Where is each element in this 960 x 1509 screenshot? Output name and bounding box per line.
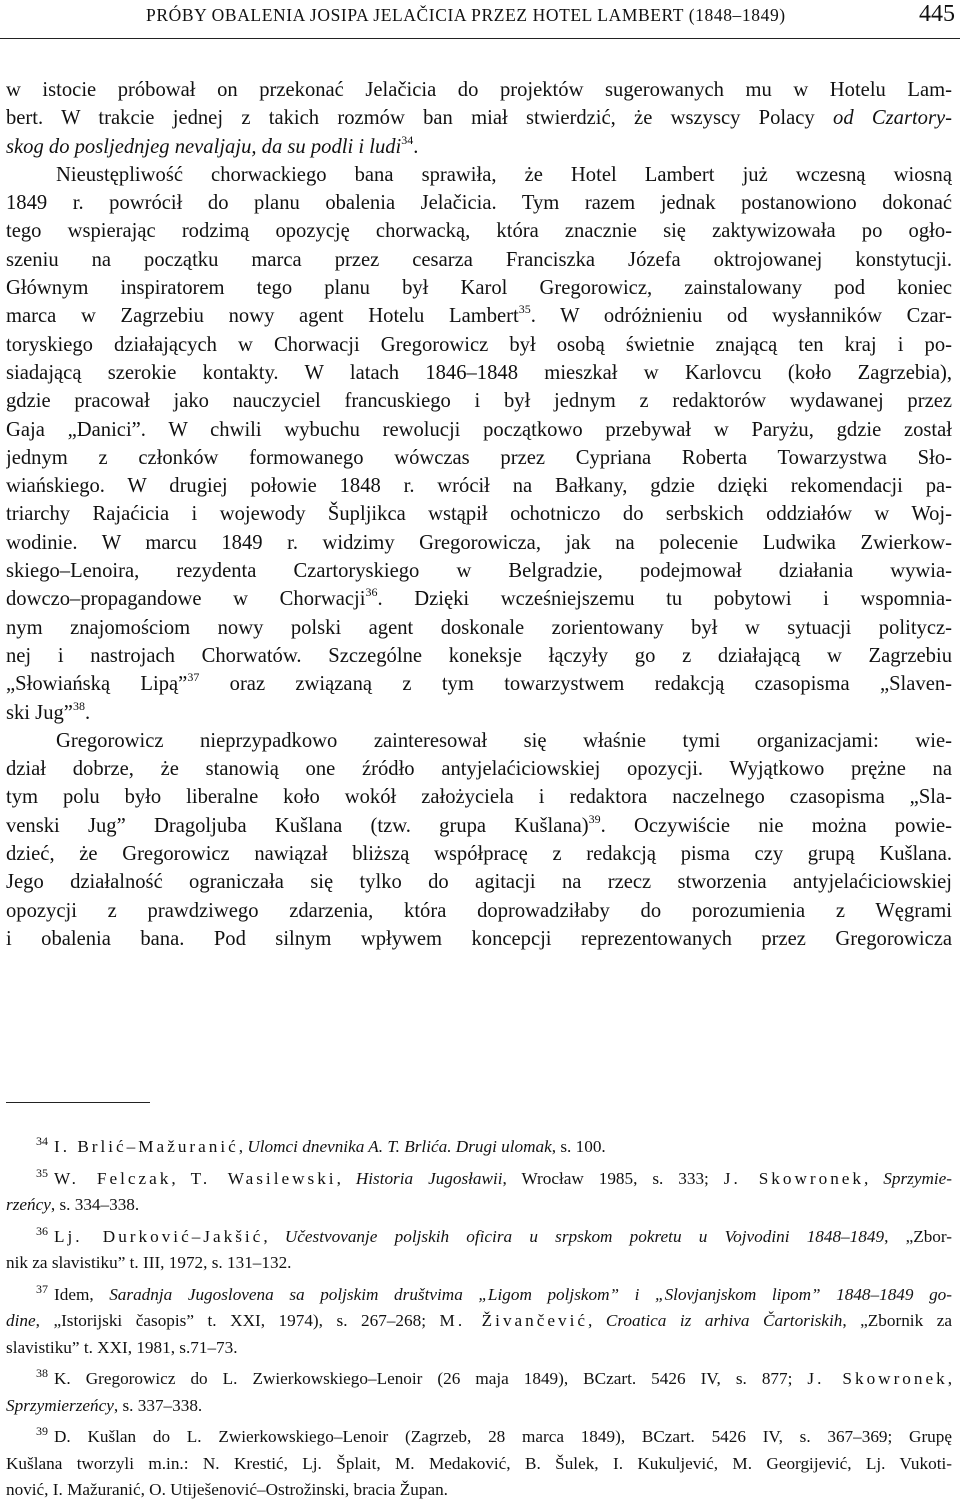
text-line: „Słowiańską Lipą”$^{37}$ oraz związaną z tym towarzystwem redakcją czasopisma „Slaven- [6,670,952,696]
footnote-ref: 35 [518,302,531,317]
text-line: nym znajomościom nowy polski agent doskonale zorientowany był w sytuacji politycz- [6,616,952,639]
text-line: w istocie próbował on przekonać Jelačicia do projektów sugerowanych mu w Hotelu Lam- [6,79,952,101]
footnote-38: $^{38}$ K. Gregorowicz do L. Zwierkowskiego–Lenoir (26 maja 1849), BCzart. 5426 IV, s. 877; J. Skowronek, Sprzymierzeńcy, s. 337–338. [6,1366,952,1415]
footnote-separator [6,1102,150,1103]
page-header [0,0,960,40]
text-line: Głównym inspiratorem tego planu był Karol Gregorowicz, zainstalowany pod koniec [6,277,952,300]
text-line: 1849 r. powrócił do planu obalenia Jelačicia. Tym razem jednak postanowiono dokonać [6,192,952,215]
footnote-39: $^{39}$ D. Kušlan do L. Zwierkowskiego–Lenoir (Zagrzeb, 28 marca 1849), BCzart. 5426 IV, s. 367–369; Grupę Kušlana tworzyli m.in.: N. Krestić, Lj. Šplait, M. Medaković, B. Šulek, I. Kukuljević, M. Georgijević, Lj. Vukoti- nović, I. Mažuranić, O. Utiješenović–Ostrožinski, bracia Župan. [6,1424,952,1499]
text-line: dowczo–propagandowe w Chorwacji$^{36}$. Dzięki wcześniejszemu tu pobytowi i wspomnia- [6,585,952,611]
footnote-34: $^{34}$ I. Brlić–Mažuranić, Ulomci dnevnika A. T. Brlića. Drugi ulomak, s. 100. [36,1134,606,1156]
body-text [6,76,952,953]
footnote-number: 37 [36,1281,48,1296]
header-rule [0,38,960,39]
footnotes [6,1134,952,1509]
text-line: triarchy Rajaćicia i wojewody Šupljikca wstąpił ochotniczo do serbskich oddziałów w Woj- [6,503,952,526]
text-line: toryskiego działających w Chorwacji Gregorowicz był osobą świetnie znającą ten kraj i po- [6,333,952,356]
text-line: gdzie pracował jako nauczyciel francuskiego i był jednym z redaktorów wydawanej przez [6,390,952,413]
footnote-number: 34 [36,1134,48,1148]
text-line: siadającą szerokie kontakty. W latach 1846–1848 mieszkał w Karlovcu (koło Zagrzebia), [6,361,952,384]
running-title: PRÓBY OBALENIA JOSIPA JELAČICIA PRZEZ HOTEL LAMBERT (1848–1849) [146,5,786,25]
text-line: ski Jug”$^{38}$. [6,698,91,724]
text-line: venski Jug” Dragoljuba Kušlana (tzw. grupa Kušlana)$^{39}$. Oczywiście nie można powie- [6,811,952,837]
footnote-ref: 39 [588,811,601,826]
text-line: Nieustępliwość chorwackiego bana sprawiła, że Hotel Lambert już wczesną wiosną [56,163,952,186]
text-line: jednym z członków formowanego wówczas przez Cypriana Roberta Towarzystwa Sło- [6,446,952,469]
footnote-ref: 38 [72,698,85,713]
text-line: opozycji z prawdziwego zdarzenia, która doprowadziłaby do porozumienia z Węgrami [6,899,952,922]
text-line: bert. W trakcie jednej z takich rozmów ban miał stwierdzić, że wszyscy Polacy od Czartory- [6,107,952,130]
footnote-number: 38 [36,1366,48,1380]
text-line: szeniu na początku marca przez cesarza Franciszka Józefa oktrojowanej konstytucji. [6,248,952,271]
text-line: i obalenia bana. Pod silnym wpływem koncepcji reprezentowanych przez Gregorowicza [6,927,952,950]
footnote-number: 39 [36,1424,48,1438]
footnote-35: $^{35}$ W. Felczak, T. Wasilewski, Historia Jugosławii, Wrocław 1985, s. 333; J. Skowronek, Sprzymie- rzeńcy, s. 334–338. [6,1165,952,1214]
page-number: 445 [919,1,955,27]
footnote-ref: 37 [187,670,200,685]
text-line: Jego działalność ograniczała się tylko do agitacji na rzecz stworzenia antyjelaćiciowskiej [6,871,952,894]
text-line: tego wspierając rodzimą opozycję chorwacką, która znacznie się zaktywizowała po ogło- [6,220,952,243]
text-line: nej i nastrojach Chorwatów. Szczególne koneksje łączyły go z działającą w Zagrzebiu [6,644,952,667]
text-line: Gaja „Danici”. W chwili wybuchu rewolucji początkowo przebywał w Paryżu, gdzie został [6,418,952,441]
footnote-ref: 34 [401,132,414,147]
text-line: dzieć, że Gregorowicz nawiązał bliższą współpracę z redakcją pisma czy grupą Kušlana. [6,843,952,866]
text-line: dział dobrze, że stanowią one źródło antyjelaćiciowskiej opozycji. Wyjątkowo prężne na [6,758,952,781]
footnote-number: 35 [36,1165,48,1180]
footnote-number: 36 [36,1223,48,1238]
text-line: marca w Zagrzebiu nowy agent Hotelu Lambert$^{35}$. W odróżnieniu od wysłanników Czar- [6,302,952,328]
text-line: wodinie. W marcu 1849 r. widzimy Gregorowicza, jak na polecenie Ludwika Zwierkow- [6,531,952,554]
text-line: tym polu było liberalne koło wokół założyciela i redaktora naczelnego czasopisma „Sla- [6,786,952,809]
text-line: skog do posljednjeg nevaljaju, da su podli i ludi$^{34}$. [6,132,419,158]
footnote-37: $^{37}$ Idem, Saradnja Jugoslovena sa poljskim društvima „Ligom poljskom” i „Slovjanjskom lipom” 1848–1849 go- dine, „Istorijski časopis” t. XXI, 1974), s. 267–268; M. Živančević, Croatica iz arhiva Čartoriskih, „Zbornik za slavistiku” t. XXI, 1981, s.71–73. [6,1281,952,1357]
text-line: wiańskiego. W drugiej połowie 1848 r. wrócił na Bałkany, gdzie dzięki rekomendacji pa- [6,475,952,498]
footnote-ref: 36 [365,585,378,600]
footnote-36: $^{36}$ Lj. Durković–Jakšić, Učestvovanje poljskih oficira u srpskom pokretu u Vojvodini 1848–1849, „Zbor- nik za slavistiku” t. III, 1972, s. 131–132. [6,1223,952,1272]
text-line: skiego–Lenoira, rezydenta Czartoryskiego w Belgradzie, podejmował działania wywia- [6,560,952,583]
text-line: Gregorowicz nieprzypadkowo zainteresował się właśnie tymi organizacjami: wie- [56,729,952,752]
